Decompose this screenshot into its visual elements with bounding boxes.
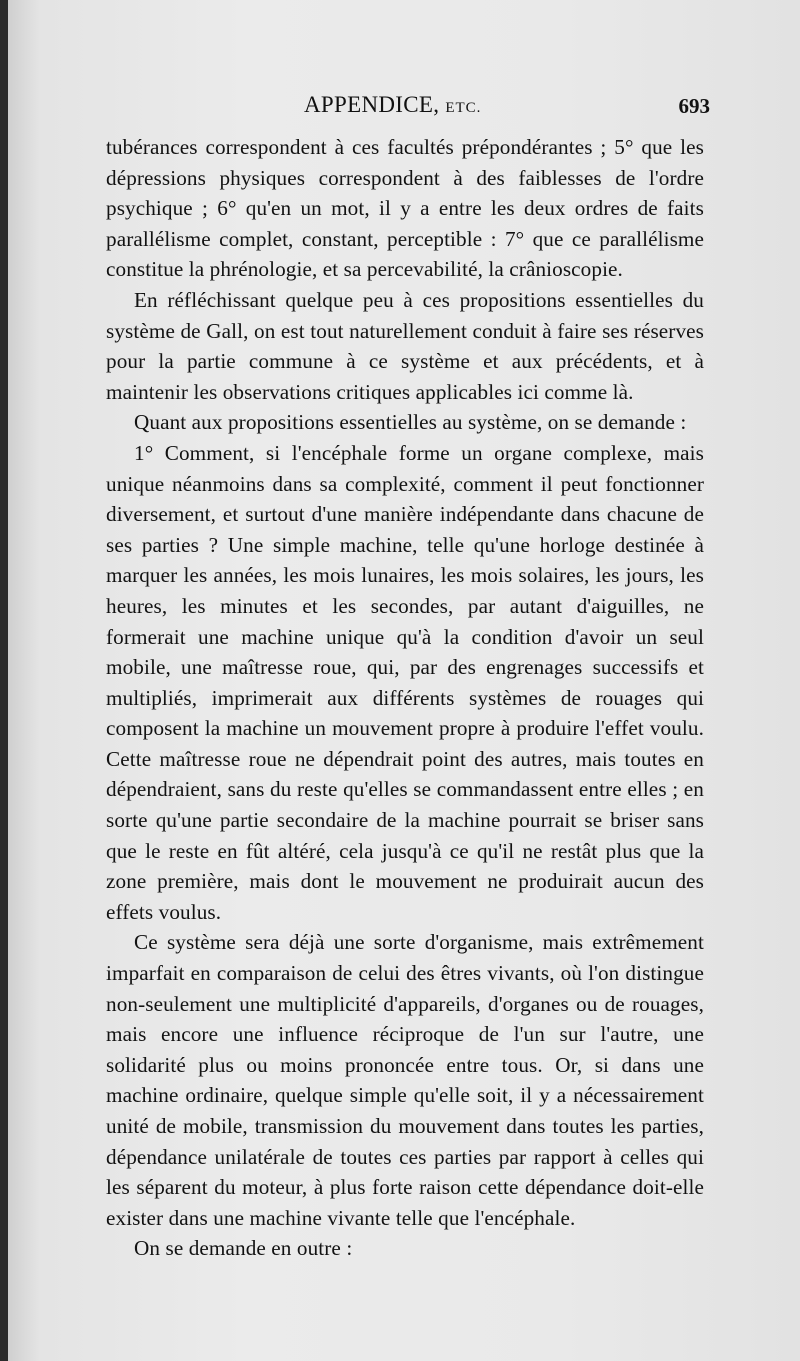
page-number: 693 (678, 94, 710, 118)
book-page (8, 0, 800, 1361)
running-suffix: ETC. (445, 100, 482, 116)
body-text (106, 132, 704, 1264)
paragraph: On se demande en outre : (134, 1236, 353, 1261)
running-title: APPENDICE (304, 92, 434, 117)
paragraph: tubérances correspondent à ces facultés prépondérantes ; 5° que les dépressions physiques correspondent à des faiblesses de l'ordre psychique ; 6° qu'en un mot, il y a entre les deux ordres de faits parallélisme complet, constant, perceptible : 7° que ce parallélisme constitue la phrénologie, et sa percevabilité, la crânioscopie. (106, 135, 704, 282)
paragraph: 1° Comment, si l'encéphale forme un organe complexe, mais unique néanmoins dans sa complexité, comment il peut fonctionner diversement, et surtout d'une manière indépendante dans chacune de ses parties ? Une simple machine, telle qu'une horloge destinée à marquer les années, les mois lunaires, les mois solaires, les jours, les heures, les minutes et les secondes, par autant d'aiguilles, ne formerait une machine unique qu'à la condition d'avoir un seul mobile, une maîtresse roue, qui, par des engrenages successifs et multipliés, imprimerait aux différents systèmes de rouages qui composent la machine un mouvement propre à produire l'effet voulu. Cette maîtresse roue ne dépendrait point des autres, mais toutes en dépendraient, sans du reste qu'elles se commandassent entre elles ; en sorte qu'une partie secondaire de la machine pourrait se briser sans que le reste en fût altéré, cela jusqu'à ce qu'il ne restât plus que la zone première, mais dont le mouvement ne produirait aucun des effets voulus. (106, 440, 704, 924)
paragraph: Quant aux propositions essentielles au système, on se demande : (134, 410, 687, 435)
paragraph: Ce système sera déjà une sorte d'organisme, mais extrêmement imparfait en comparaison de celui des êtres vivants, où l'on distingue non-seulement une multiplicité d'appareils, d'organes ou de rouages, mais encore une influence réciproque de l'un sur l'autre, une solidarité plus ou moins prononcée entre tous. Or, si dans une machine ordinaire, quelque simple qu'elle soit, il y a nécessairement unité de mobile, transmission du mouvement dans toutes les parties, dépendance unilatérale de toutes ces parties par rapport à celles qui les séparent du moteur, à plus forte raison cette dépendance doit-elle exister dans une machine vivante telle que l'encéphale. (106, 930, 704, 1230)
page-header (8, 90, 800, 126)
paragraph: En réfléchissant quelque peu à ces propositions essentielles du système de Gall, on est tout naturellement conduit à faire ses réserves pour la partie commune à ce système et aux précédents, et à maintenir les observations critiques applicables ici comme là. (106, 287, 704, 404)
running-head: APPENDICE, ETC. (304, 92, 482, 117)
